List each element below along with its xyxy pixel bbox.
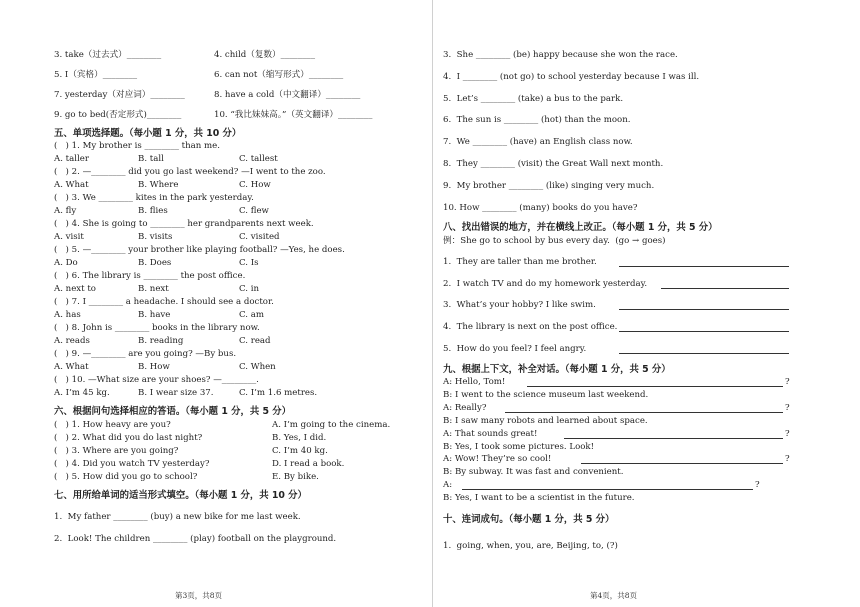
dialogue-end-mark: ? [785, 454, 790, 465]
mc-question: ( ) 2. —________ did you go last weekend? —I went to the zoo. [54, 167, 326, 177]
mc-option: A. taller [54, 154, 89, 164]
mc-option: B. Where [138, 180, 179, 190]
answer-line[interactable] [619, 309, 789, 310]
fill-item: 9. My brother ________ (like) singing very much. [443, 180, 655, 191]
match-question: ( ) 1. How heavy are you? [54, 420, 171, 430]
word-form-item: 3. take（过去式）________ [54, 50, 162, 60]
page-3-footer: 第3页，共8页 [175, 591, 223, 600]
fill-item: 7. We ________ (have) an English class now. [443, 137, 633, 148]
mc-option: C. Is [239, 258, 259, 268]
answer-line[interactable] [619, 353, 789, 354]
word-form-item: 9. go to bed(否定形式)________ [54, 110, 182, 120]
page-4 [443, 0, 803, 607]
mc-option: B. flies [138, 206, 168, 216]
answer-line[interactable] [505, 412, 783, 413]
mc-option: A. What [54, 180, 89, 190]
match-answer: D. I read a book. [272, 459, 345, 469]
answer-line[interactable] [661, 288, 789, 289]
mc-question: ( ) 8. John is ________ books in the library now. [54, 323, 260, 333]
page-divider [432, 0, 433, 607]
section-8-example: 例：She go to school by bus every day. (go → goes) [443, 236, 666, 246]
fill-item: 2. Look! The children ________ (play) football on the playground. [54, 534, 337, 544]
match-question: ( ) 4. Did you watch TV yesterday? [54, 459, 210, 469]
mc-option: B. reading [138, 336, 184, 346]
mc-question: ( ) 6. The library is ________ the post office. [54, 271, 246, 281]
word-form-item: 6. can not（缩写形式）________ [214, 70, 344, 80]
match-answer: C. I’m 40 kg. [272, 446, 328, 456]
fill-item: 10. How ________ (many) books do you have? [443, 202, 638, 213]
answer-line[interactable] [619, 331, 789, 332]
mc-option: C. I’m 1.6 metres. [239, 388, 318, 398]
mc-option: C. read [239, 336, 271, 346]
dialogue-line: A: Hello, Tom! [443, 377, 506, 387]
mc-option: A. has [54, 310, 81, 320]
fill-item: 6. The sun is ________ (hot) than the moon. [443, 115, 631, 126]
word-form-item: 4. child（复数）________ [214, 50, 316, 60]
match-answer: E. By bike. [272, 472, 319, 482]
dialogue-line: A: [443, 480, 453, 491]
dialogue-line: B: Yes, I took some pictures. Look! [443, 441, 595, 452]
mc-option: A. I’m 45 kg. [54, 388, 110, 398]
word-form-item: 10. “我比妹妹高。”（英文翻译）________ [214, 110, 373, 120]
correction-item: 3. What’s your hobby? I like swim. [443, 300, 596, 310]
dialogue-line: B: I went to the science museum last weekend. [443, 389, 649, 400]
mc-option: A. reads [54, 336, 90, 346]
match-question: ( ) 3. Where are you going? [54, 446, 179, 456]
mc-question: ( ) 5. —________ your brother like playing football? —Yes, he does. [54, 245, 345, 255]
mc-option: B. next [138, 284, 169, 294]
mc-option: B. visits [138, 232, 173, 242]
mc-option: C. am [239, 310, 265, 320]
dialogue-line: A: Wow! They’re so cool! [443, 454, 552, 465]
reorder-item: 1. going, when, you, are, Beijing, to, (?) [443, 541, 618, 551]
section-5-title: 五、单项选择题。（每小题 1 分，共 10 分） [54, 128, 242, 139]
mc-option: C. visited [239, 232, 280, 242]
mc-option: A. next to [54, 284, 96, 294]
fill-item: 8. They ________ (visit) the Great Wall next month. [443, 159, 664, 169]
correction-item: 2. I watch TV and do my homework yesterday. [443, 279, 648, 289]
page-4-footer: 第4页，共8页 [590, 591, 638, 600]
answer-line[interactable] [527, 386, 783, 387]
dialogue-line: A: That sounds great! [443, 428, 538, 439]
dialogue-line: A: Really? [443, 402, 487, 413]
mc-question: ( ) 4. She is going to ________ her grandparents next week. [54, 219, 314, 229]
mc-question: ( ) 1. My brother is ________ than me. [54, 141, 220, 151]
dialogue-end-mark: ? [785, 377, 790, 387]
mc-option: C. How [239, 180, 271, 190]
correction-item: 5. How do you feel? I feel angry. [443, 344, 587, 354]
fill-item: 3. She ________ (be) happy because she won the race. [443, 50, 678, 60]
mc-question: ( ) 10. —What size are your shoes? —________. [54, 375, 259, 385]
section-10-title: 十、连词成句。（每小题 1 分，共 5 分） [443, 514, 615, 525]
answer-line[interactable] [581, 463, 783, 464]
mc-question: ( ) 9. —________ are you going? —By bus. [54, 349, 237, 359]
mc-option: B. I wear size 37. [138, 388, 214, 398]
dialogue-line: B: By subway. It was fast and convenient. [443, 467, 624, 478]
mc-option: C. When [239, 362, 276, 372]
section-9-title: 九、根据上下文，补全对话。（每小题 1 分，共 5 分） [443, 364, 671, 375]
mc-option: C. in [239, 284, 260, 294]
match-question: ( ) 5. How did you go to school? [54, 472, 198, 482]
fill-item: 4. I ________ (not go) to school yesterday because I was ill. [443, 71, 700, 82]
mc-option: A. fly [54, 206, 77, 216]
section-6-title: 六、根据问句选择相应的答语。（每小题 1 分，共 5 分） [54, 406, 292, 417]
answer-line[interactable] [564, 438, 783, 439]
mc-option: B. How [138, 362, 170, 372]
answer-line[interactable] [619, 266, 789, 267]
match-answer: B. Yes, I did. [272, 433, 327, 443]
mc-question: ( ) 7. I ________ a headache. I should see a doctor. [54, 297, 274, 307]
section-7-title: 七、用所给单词的适当形式填空。（每小题 1 分，共 10 分） [54, 490, 307, 501]
mc-option: A. What [54, 362, 89, 372]
mc-option: A. visit [54, 232, 84, 242]
mc-option: A. Do [54, 258, 78, 268]
correction-item: 1. They are taller than me brother. [443, 257, 597, 267]
word-form-item: 5. I（宾格）________ [54, 70, 138, 80]
match-answer: A. I’m going to the cinema. [272, 420, 391, 430]
mc-option: B. tall [138, 154, 164, 164]
dialogue-line: B: I saw many robots and learned about space. [443, 415, 648, 426]
answer-line[interactable] [462, 489, 753, 490]
match-question: ( ) 2. What did you do last night? [54, 433, 203, 443]
mc-option: B. Does [138, 258, 172, 268]
section-8-title: 八、找出错误的地方，并在横线上改正。（每小题 1 分，共 5 分） [443, 222, 718, 233]
word-form-item: 7. yesterday（对应词）________ [54, 90, 185, 100]
mc-option: B. have [138, 310, 171, 320]
mc-question: ( ) 3. We ________ kites in the park yesterday. [54, 193, 254, 203]
dialogue-end-mark: ? [785, 428, 790, 439]
dialogue-end-mark: ? [785, 402, 790, 413]
fill-item: 5. Let’s ________ (take) a bus to the park. [443, 93, 624, 104]
dialogue-end-mark: ? [755, 480, 760, 491]
word-form-item: 8. have a cold（中文翻译）________ [214, 90, 361, 100]
dialogue-line: B: Yes, I want to be a scientist in the future. [443, 493, 635, 504]
mc-option: C. flew [239, 206, 269, 216]
correction-item: 4. The library is next on the post office. [443, 322, 618, 332]
mc-option: C. tallest [239, 154, 278, 164]
page-3 [54, 0, 424, 607]
fill-item: 1. My father ________ (buy) a new bike for me last week. [54, 512, 301, 522]
